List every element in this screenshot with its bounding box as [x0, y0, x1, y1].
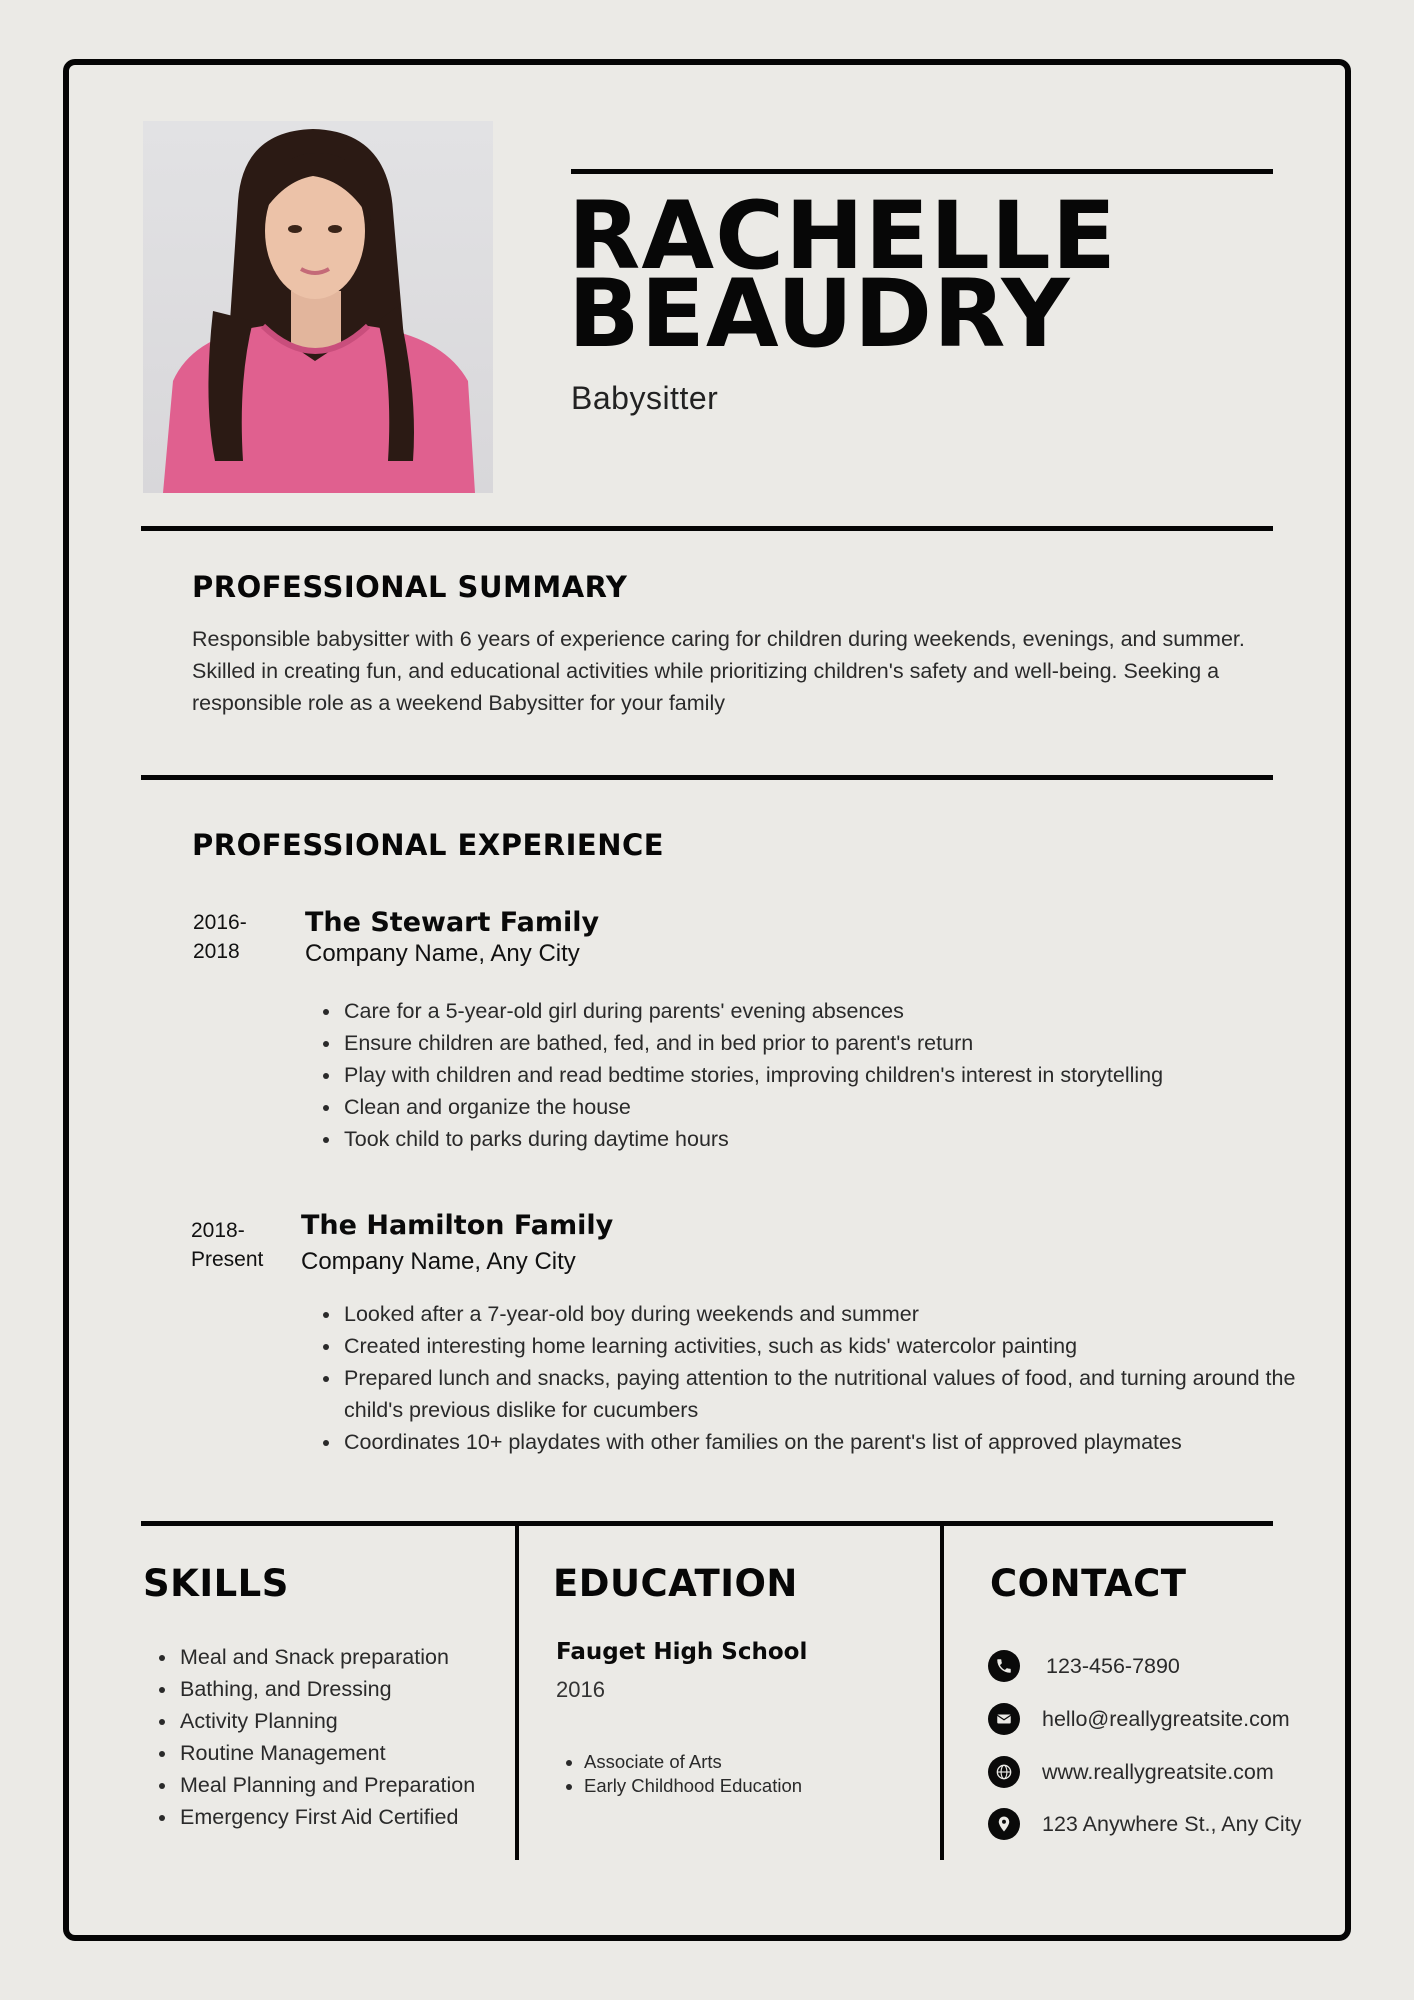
contact-website	[988, 1754, 1274, 1790]
experience-heading: PROFESSIONAL EXPERIENCE	[192, 828, 665, 862]
education-heading: EDUCATION	[553, 1562, 798, 1605]
name-line-2: BEAUDRY	[568, 260, 1071, 369]
list-item: • Looked after a 7-year-old boy during weekends and summer	[342, 1298, 1302, 1330]
list-item: • Care for a 5-year-old girl during parents' evening absences	[342, 995, 1342, 1027]
list-item: • Prepared lunch and snacks, paying attention to the nutritional values of food, and turning around the child's previous dislike for cucumbers	[342, 1362, 1302, 1426]
phone-icon	[988, 1650, 1020, 1682]
list-item: • Routine Management	[178, 1737, 538, 1769]
divider-summary	[141, 775, 1273, 780]
job-2-date-start: 2018-	[191, 1219, 245, 1242]
job-2-duties	[308, 1298, 1302, 1458]
phone-text[interactable]: 123-456-7890	[1046, 1653, 1180, 1678]
job-2-location: Company Name, Any City	[301, 1248, 576, 1275]
list-item: • Activity Planning	[178, 1705, 538, 1737]
summary-text: Responsible babysitter with 6 years of experience caring for children during weekends, evenings, and summer. Skilled in creating fun, and educational activities while prioritizing children's safety and well-being. Seeking a responsible role as a weekend Babysitter for your family	[192, 627, 1245, 715]
list-item: • Early Childhood Education	[584, 1774, 802, 1798]
job-2-date-end: Present	[191, 1248, 264, 1271]
contact-phone	[988, 1648, 1180, 1684]
column-divider-2	[940, 1523, 944, 1860]
job-2-date	[191, 1216, 263, 1274]
email-icon	[988, 1703, 1020, 1735]
list-item: • Ensure children are bathed, fed, and in bed prior to parent's return	[342, 1027, 1342, 1059]
address-text: 123 Anywhere St., Any City	[1042, 1811, 1302, 1836]
list-item: • Play with children and read bedtime stories, improving children's interest in storytelling	[342, 1059, 1342, 1091]
education-school: Fauget High School	[556, 1639, 808, 1665]
job-1-location: Company Name, Any City	[305, 940, 580, 967]
candidate-name	[568, 182, 1118, 369]
contact-email	[988, 1701, 1290, 1737]
list-item: • Clean and organize the house	[342, 1091, 1342, 1123]
list-item: • Emergency First Aid Certified	[178, 1801, 538, 1833]
divider-experience	[141, 1521, 1273, 1526]
job-1-duties	[308, 995, 1342, 1155]
job-1-date	[193, 908, 247, 966]
job-1-company: The Stewart Family	[305, 907, 600, 938]
list-item: • Meal Planning and Preparation	[178, 1769, 538, 1801]
education-degrees	[556, 1750, 802, 1798]
list-item: • Coordinates 10+ playdates with other families on the parent's list of approved playmates	[342, 1426, 1302, 1458]
contact-address	[988, 1806, 1301, 1842]
contact-heading: CONTACT	[990, 1562, 1187, 1605]
list-item: • Bathing, and Dressing	[178, 1673, 538, 1705]
education-year: 2016	[556, 1677, 605, 1702]
divider-header	[141, 526, 1273, 531]
email-text[interactable]: hello@reallygreatsite.com	[1042, 1706, 1290, 1731]
job-1-date-start: 2016-	[193, 911, 247, 934]
globe-icon	[988, 1756, 1020, 1788]
list-item: • Created interesting home learning activities, such as kids' watercolor painting	[342, 1330, 1302, 1362]
header-top-rule	[571, 169, 1273, 174]
summary-heading: PROFESSIONAL SUMMARY	[192, 570, 628, 604]
profile-photo	[143, 121, 493, 493]
list-item: • Took child to parks during daytime hours	[342, 1123, 1342, 1155]
portrait-illustration	[143, 121, 493, 493]
skills-list	[144, 1641, 538, 1833]
website-text[interactable]: www.reallygreatsite.com	[1042, 1759, 1274, 1784]
list-item: • Meal and Snack preparation	[178, 1641, 538, 1673]
location-pin-icon	[988, 1808, 1020, 1840]
list-item: • Associate of Arts	[584, 1750, 802, 1774]
job-2-company: The Hamilton Family	[301, 1210, 614, 1241]
job-1-date-end: 2018	[193, 940, 240, 963]
skills-heading: SKILLS	[143, 1562, 289, 1605]
job-title: Babysitter	[571, 380, 719, 416]
name-line-1: RACHELLE	[568, 182, 1118, 291]
